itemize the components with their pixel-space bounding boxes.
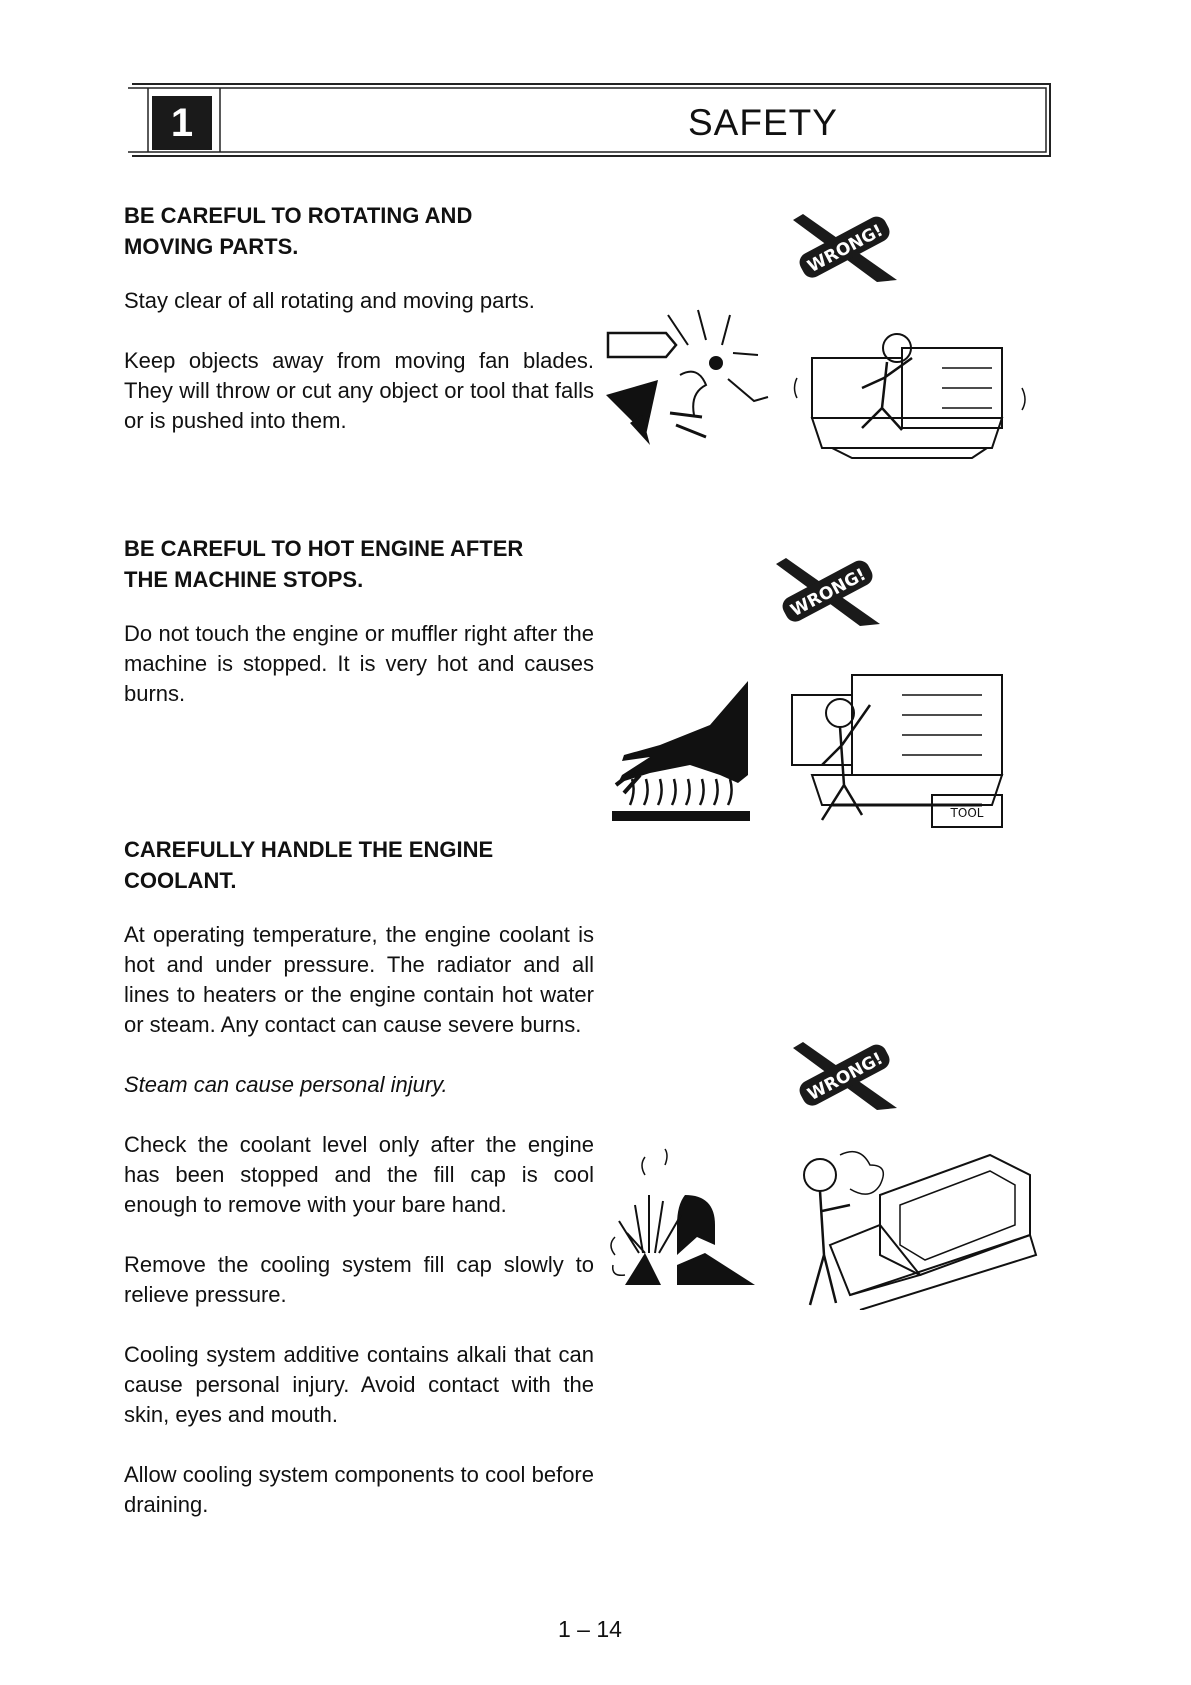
chapter-header xyxy=(128,82,1054,158)
paragraph: Stay clear of all rotating and moving parts. xyxy=(124,288,535,313)
paragraph: Do not touch the engine or muffler right after the machine is stopped. It is very hot and causes burns. xyxy=(124,621,594,706)
worker-hot-engine-illustration xyxy=(782,655,1032,835)
heading-line: COOLANT. xyxy=(124,868,237,893)
paragraph: Keep objects away from moving fan blades. They will throw or cut any object or tool that falls or is pushed into them. xyxy=(124,348,594,433)
fan-blade-hazard-icon xyxy=(598,305,788,460)
section-engine-coolant xyxy=(124,834,594,1550)
hot-surface-hand-icon xyxy=(610,675,752,830)
section-rotating-parts xyxy=(124,200,594,466)
paragraph: Steam can cause personal injury. xyxy=(124,1072,448,1097)
wrong-sign-icon xyxy=(785,212,905,284)
heading-line: BE CAREFUL TO ROTATING AND xyxy=(124,203,473,228)
steam-hazard-icon xyxy=(605,1145,755,1295)
page-title: SAFETY xyxy=(688,102,838,143)
wrong-sign-icon xyxy=(768,556,888,628)
wrong-label: WRONG! xyxy=(804,1048,887,1106)
wrong-sign-icon xyxy=(785,1040,905,1112)
section-heading xyxy=(124,200,594,262)
worker-radiator-illustration xyxy=(790,1135,1040,1310)
section-heading xyxy=(124,533,594,595)
header-frame-lines xyxy=(128,82,1054,158)
section-hot-engine xyxy=(124,533,594,739)
tool-box-label: TOOL xyxy=(950,806,984,820)
paragraph: Cooling system additive contains alkali that can cause personal injury. Avoid contact with the skin, eyes and mouth. xyxy=(124,1342,594,1427)
heading-line: CAREFULLY HANDLE THE ENGINE xyxy=(124,837,494,862)
paragraph: Remove the cooling system fill cap slowly to relieve pressure. xyxy=(124,1252,594,1307)
wrong-label: WRONG! xyxy=(787,564,870,622)
page-number: 1 – 14 xyxy=(558,1616,622,1642)
paragraph: Allow cooling system components to cool before draining. xyxy=(124,1462,594,1517)
paragraph: At operating temperature, the engine coolant is hot and under pressure. The radiator and all lines to heaters or the engine contain hot water or steam. Any contact can cause severe burns. xyxy=(124,922,594,1037)
heading-line: BE CAREFUL TO HOT ENGINE AFTER xyxy=(124,536,524,561)
heading-line: MOVING PARTS. xyxy=(124,234,299,259)
wrong-label: WRONG! xyxy=(804,220,887,278)
paragraph: Check the coolant level only after the engine has been stopped and the fill cap is cool enough to remove with your bare hand. xyxy=(124,1132,594,1217)
section-heading xyxy=(124,834,594,896)
chapter-number-badge: 1 xyxy=(152,96,212,150)
worker-fan-illustration xyxy=(792,318,1032,468)
heading-line: THE MACHINE STOPS. xyxy=(124,567,364,592)
